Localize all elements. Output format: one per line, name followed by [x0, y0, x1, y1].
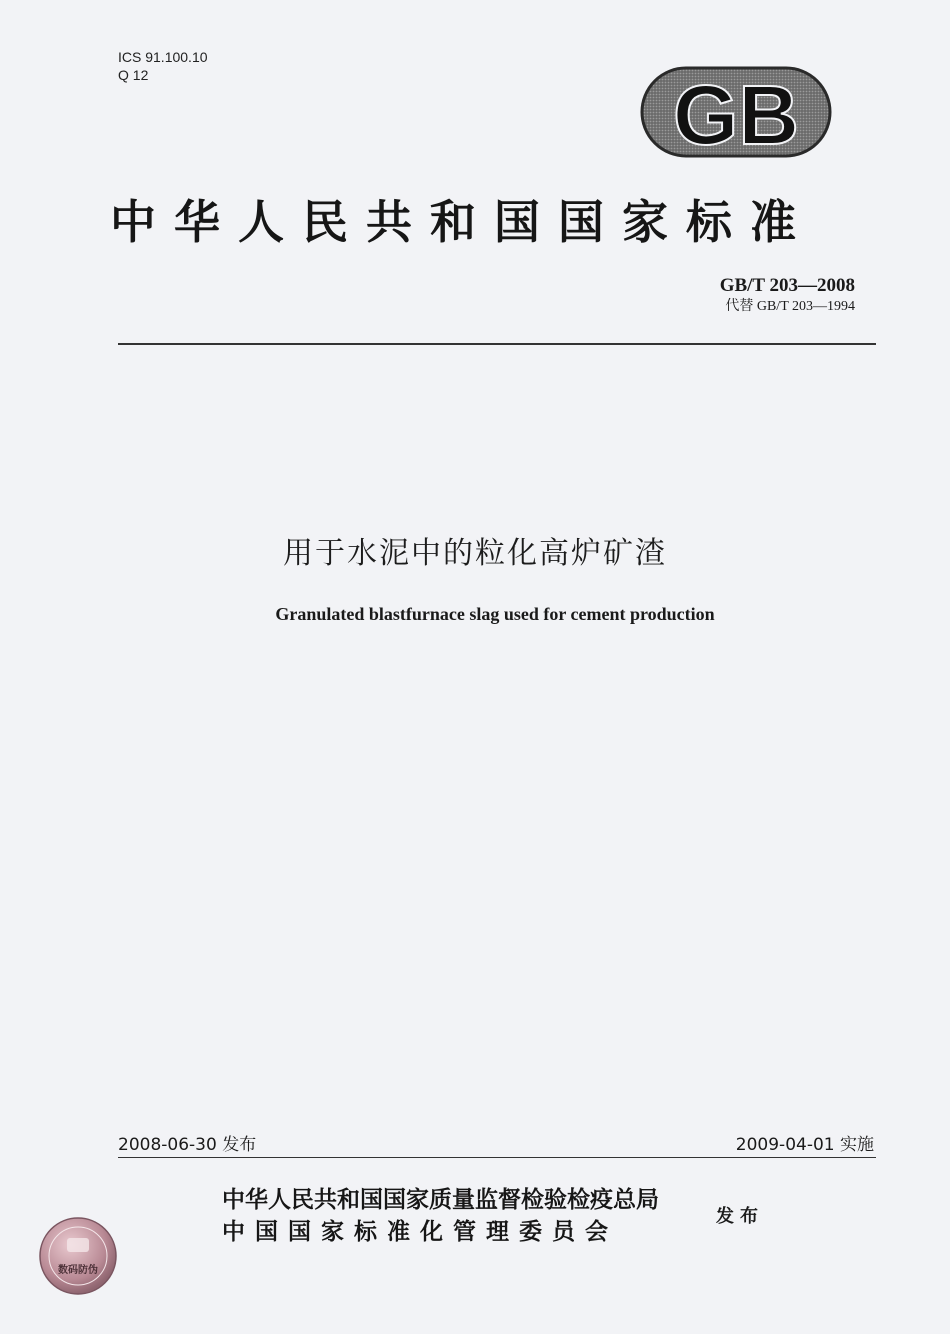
issuer-sac: 中国国家标准化管理委员会	[222, 1218, 618, 1245]
gb-logo-text: GB	[673, 68, 799, 158]
issue-label: 发布	[716, 1206, 764, 1227]
gb-logo	[640, 66, 832, 158]
issuer-aqsiq: 中华人民共和国国家质量监督检验检疫总局	[222, 1186, 659, 1213]
implementation-date: 2009-04-01 实施	[735, 1135, 874, 1155]
ics-code: ICS 91.100.10	[118, 49, 208, 65]
issue-date: 2008-06-30 发布	[118, 1135, 257, 1155]
header-divider	[118, 343, 876, 345]
ics-classification	[118, 48, 208, 84]
standard-title: 中华人民共和国国家标准	[110, 195, 814, 249]
ccs-class: Q 12	[118, 67, 149, 83]
replaces-standard: 代替 GB/T 203—1994	[725, 299, 855, 314]
issuing-authorities	[222, 1184, 659, 1248]
standard-number: GB/T 203—2008	[719, 275, 855, 296]
seal-text: 数码防伪	[58, 1265, 98, 1276]
standard-number-block	[720, 274, 855, 316]
footer-divider	[118, 1157, 876, 1158]
anti-counterfeit-seal	[38, 1216, 118, 1296]
document-title-cn: 用于水泥中的粒化高炉矿渣	[283, 536, 667, 571]
document-title-en: Granulated blastfurnace slag used for cement production	[275, 604, 715, 624]
